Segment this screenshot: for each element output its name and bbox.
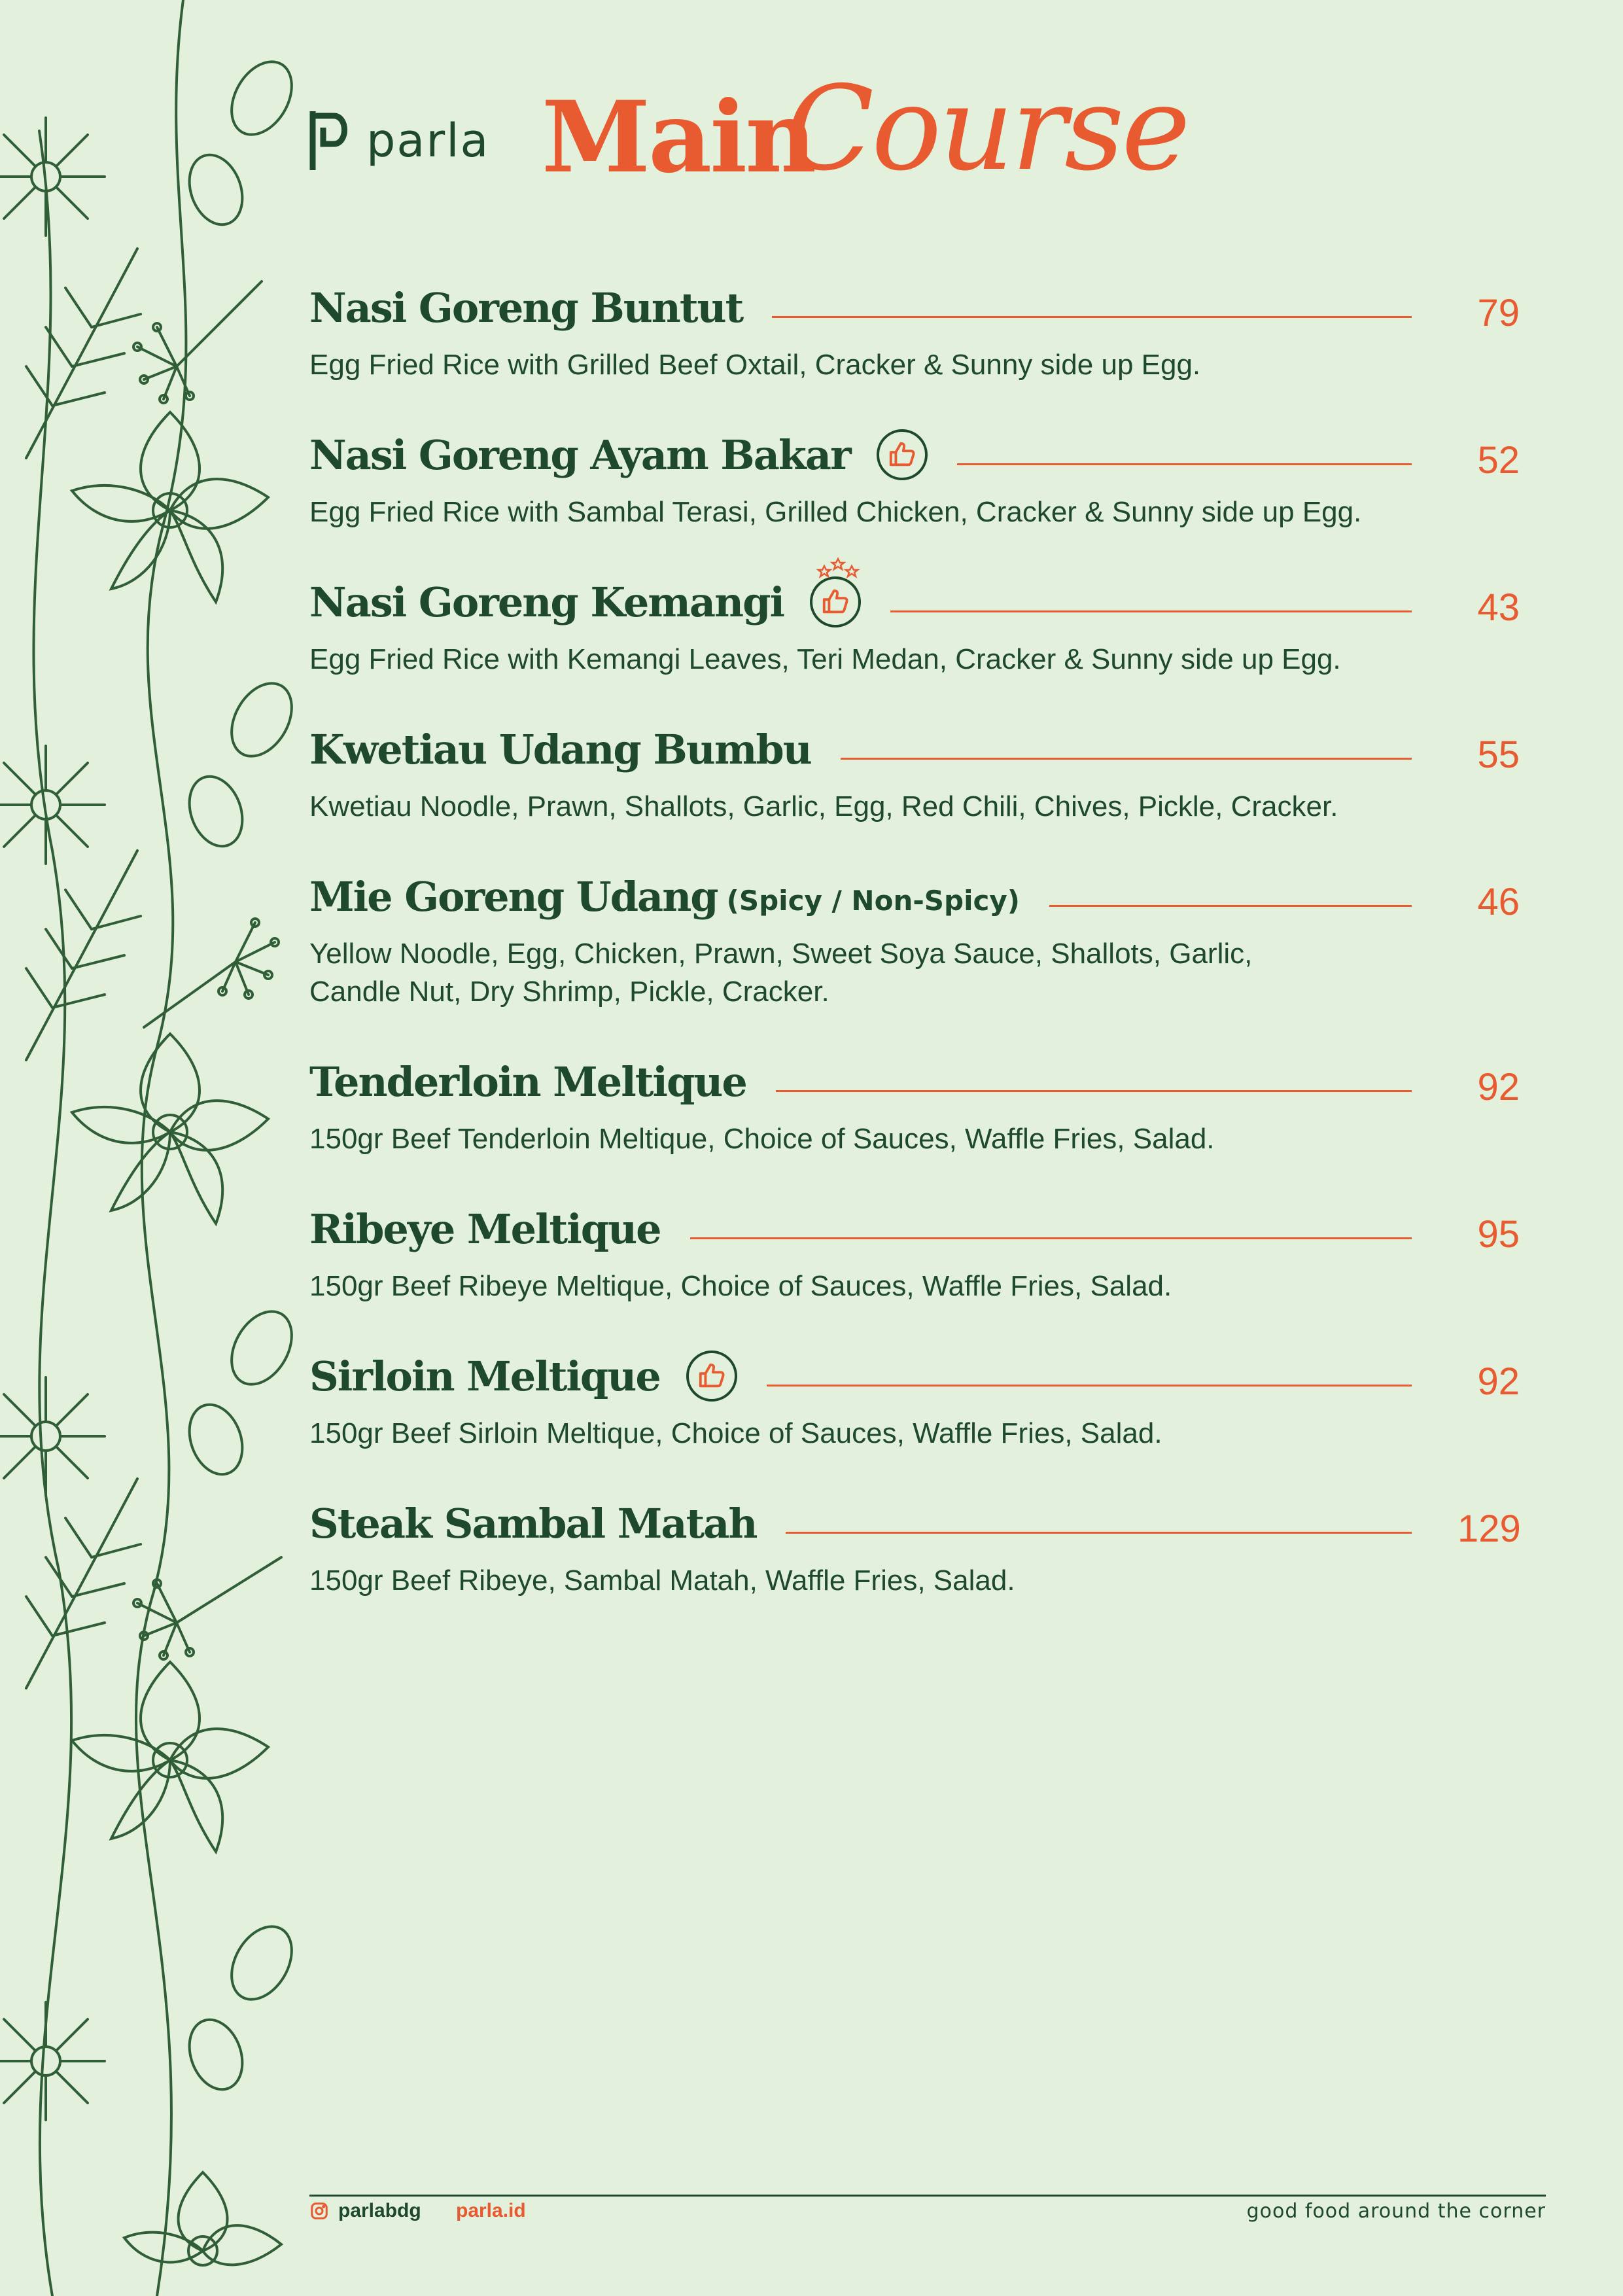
website-link[interactable]: parla.id xyxy=(456,2200,526,2221)
menu-item-description: 150gr Beef Sirloin Meltique, Choice of Sauces, Waffle Fries, Salad. xyxy=(309,1417,1162,1449)
menu-item xyxy=(309,1052,1520,1158)
parla-logo-mark-icon xyxy=(307,108,353,173)
menu-item xyxy=(309,1494,1520,1600)
botanical-border-illustration xyxy=(0,0,314,2296)
thumbs-up-icon xyxy=(686,1351,737,1402)
leader-line xyxy=(786,1532,1412,1534)
page-title-script: Course xyxy=(785,61,1188,196)
leader-line xyxy=(957,463,1412,465)
menu-item xyxy=(309,278,1520,384)
menu-item-price: 52 xyxy=(1477,438,1520,482)
menu-item-description: Egg Fried Rice with Grilled Beef Oxtail, Cracker & Sunny side up Egg. xyxy=(309,349,1201,381)
social-handle: parlabdg xyxy=(338,2200,421,2221)
menu-item xyxy=(309,1199,1520,1305)
leader-line xyxy=(767,1385,1412,1386)
footer-divider xyxy=(309,2195,1546,2197)
leader-line xyxy=(772,316,1412,318)
menu-item-price: 43 xyxy=(1477,586,1520,629)
menu-item-description: 150gr Beef Tenderloin Meltique, Choice of Sauces, Waffle Fries, Salad. xyxy=(309,1123,1215,1155)
brand-logo xyxy=(307,108,489,173)
leader-line xyxy=(690,1237,1412,1239)
menu-item-description: 150gr Beef Ribeye, Sambal Matah, Waffle Fries, Salad. xyxy=(309,1564,1015,1597)
leader-line xyxy=(890,610,1412,612)
menu-item xyxy=(309,425,1520,531)
menu-item-description: 150gr Beef Ribeye Meltique, Choice of Sauces, Waffle Fries, Salad. xyxy=(309,1270,1172,1302)
menu-item-name: Tenderloin Meltique xyxy=(309,1057,746,1106)
leader-line xyxy=(776,1090,1412,1092)
menu-item xyxy=(309,867,1520,1011)
menu-item-description: Egg Fried Rice with Sambal Terasi, Grilled Chicken, Cracker & Sunny side up Egg. xyxy=(309,496,1362,528)
menu-item-price: 46 xyxy=(1477,880,1520,923)
menu-item-price: 55 xyxy=(1477,733,1520,776)
thumbs-up-icon xyxy=(877,429,928,480)
menu-item xyxy=(309,1347,1520,1453)
menu-item-name: Mie Goreng Udang xyxy=(309,872,718,921)
page-title-main: Main xyxy=(542,80,815,195)
footer-social[interactable] xyxy=(309,2200,421,2222)
menu-item-name: Nasi Goreng Kemangi xyxy=(309,578,784,626)
menu-item xyxy=(309,573,1520,679)
menu-item-price: 92 xyxy=(1477,1360,1520,1403)
brand-name: parla xyxy=(366,114,490,168)
leader-line xyxy=(1049,905,1412,907)
menu-item-name: Nasi Goreng Ayam Bakar xyxy=(309,431,850,479)
menu-item-name: Ribeye Meltique xyxy=(309,1205,661,1253)
menu-item-note: (Spicy / Non-Spicy) xyxy=(726,884,1020,917)
menu-item-price: 79 xyxy=(1477,291,1520,334)
menu-item-name: Steak Sambal Matah xyxy=(309,1499,757,1547)
thumbs-up-stars-icon xyxy=(810,576,861,627)
menu-item-name: Kwetiau Udang Bumbu xyxy=(309,725,811,773)
menu-item xyxy=(309,720,1520,826)
menu-item-name: Sirloin Meltique xyxy=(309,1352,660,1400)
leader-line xyxy=(841,758,1412,760)
instagram-icon xyxy=(309,2201,329,2221)
menu-item-description: Yellow Noodle, Egg, Chicken, Prawn, Sweet Soya Sauce, Shallots, Garlic, Candle Nut, Dry Shrimp, Pickle, Cracker. xyxy=(309,938,1253,1008)
menu-item-name: Nasi Goreng Buntut xyxy=(309,283,743,332)
menu-item-description: Kwetiau Noodle, Prawn, Shallots, Garlic, Egg, Red Chili, Chives, Pickle, Cracker. xyxy=(309,790,1338,822)
menu-item-description: Egg Fried Rice with Kemangi Leaves, Teri Medan, Cracker & Sunny side up Egg. xyxy=(309,643,1341,675)
menu-item-price: 95 xyxy=(1477,1212,1520,1256)
menu-item-price: 92 xyxy=(1477,1065,1520,1108)
footer-tagline: good food around the corner xyxy=(1246,2200,1546,2223)
menu-item-price: 129 xyxy=(1457,1507,1521,1550)
